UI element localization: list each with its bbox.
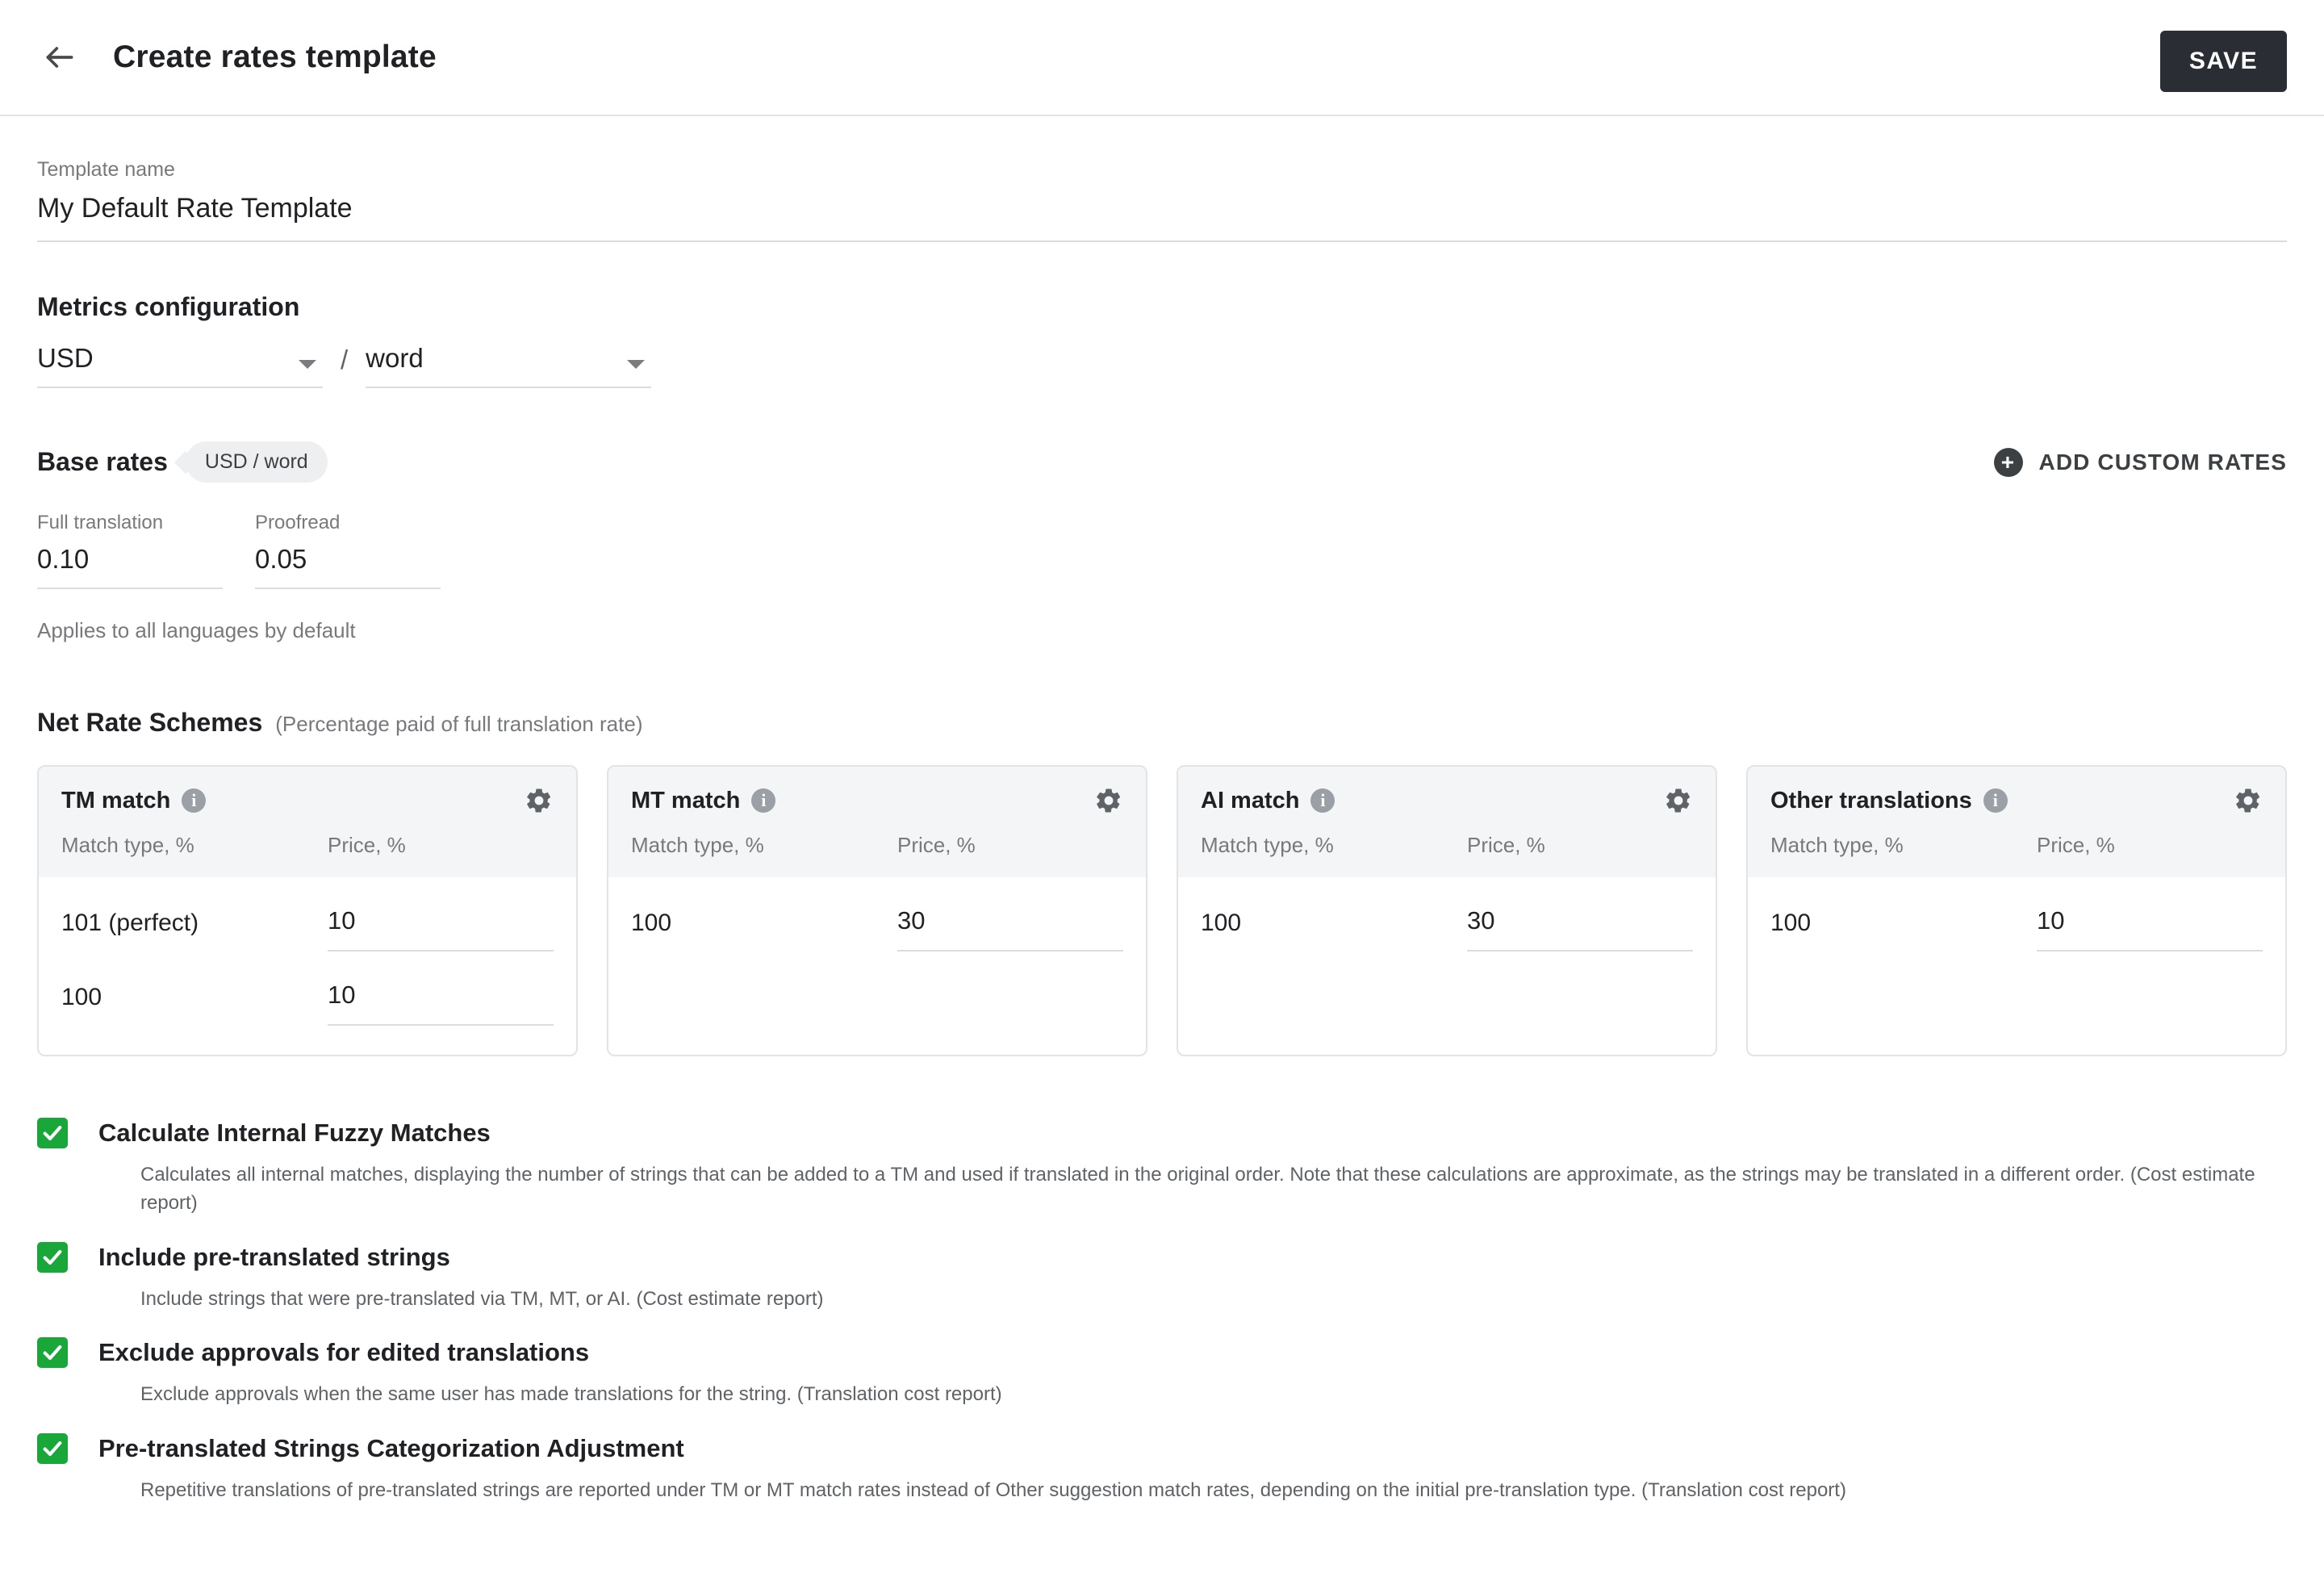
table-row xyxy=(61,951,554,1026)
add-custom-rates-button[interactable] xyxy=(1994,448,2287,477)
options-list xyxy=(37,1118,2287,1578)
price-input[interactable]: 30 xyxy=(897,906,1123,951)
card-body xyxy=(608,877,1146,1039)
currency-select[interactable] xyxy=(37,343,323,388)
chevron-down-icon xyxy=(627,360,645,369)
info-icon[interactable]: i xyxy=(1310,788,1335,813)
gear-icon[interactable] xyxy=(2234,786,2263,815)
metrics-configuration-row xyxy=(37,343,2287,388)
match-type-value: 100 xyxy=(631,910,672,936)
base-rates-unit-chip: USD / word xyxy=(186,441,328,483)
unit-select-value: word xyxy=(366,343,424,373)
match-type-value: 100 xyxy=(1770,910,1812,936)
card-header xyxy=(608,767,1146,877)
base-rates-fields xyxy=(37,512,2287,589)
column-header-price: Price, % xyxy=(328,833,406,857)
app-header xyxy=(0,0,2324,116)
add-custom-rates-label: ADD CUSTOM RATES xyxy=(2038,449,2287,475)
net-rate-schemes-title: Net Rate Schemes xyxy=(37,708,263,737)
chevron-down-icon xyxy=(299,360,316,369)
base-rates-note: Applies to all languages by default xyxy=(37,618,356,642)
card-header xyxy=(1178,767,1716,877)
card-spacer xyxy=(631,951,1123,981)
column-header-match-type: Match type, % xyxy=(1770,833,1904,857)
card-ai-match xyxy=(1177,765,1717,1056)
column-header-match-type: Match type, % xyxy=(1201,833,1334,857)
price-input[interactable]: 10 xyxy=(2037,906,2263,951)
option-exclude-approvals-for-edited-translations xyxy=(37,1337,2287,1409)
metrics-separator: / xyxy=(341,345,349,374)
table-row xyxy=(61,877,554,951)
base-rates-header xyxy=(37,441,2287,483)
card-tm-match xyxy=(37,765,578,1056)
proofread-input[interactable]: 0.05 xyxy=(255,544,441,589)
net-rate-schemes-header xyxy=(37,708,2287,738)
price-input[interactable]: 30 xyxy=(1467,906,1693,951)
match-type-value: 100 xyxy=(61,984,102,1010)
option-calculate-internal-fuzzy-matches xyxy=(37,1118,2287,1218)
card-header xyxy=(39,767,576,877)
card-title: TM match xyxy=(61,787,171,813)
column-header-match-type: Match type, % xyxy=(631,833,764,857)
card-body xyxy=(1748,877,2285,1039)
metrics-configuration-title: Metrics configuration xyxy=(37,292,300,321)
save-button[interactable]: SAVE xyxy=(2160,31,2287,92)
card-title: MT match xyxy=(631,787,741,813)
table-row xyxy=(1770,877,2263,951)
gear-icon[interactable] xyxy=(1094,786,1123,815)
option-label: Calculate Internal Fuzzy Matches xyxy=(98,1119,491,1147)
proofread-label: Proofread xyxy=(255,512,341,533)
unit-select[interactable] xyxy=(366,343,651,388)
plus-circle-icon: + xyxy=(1994,448,2023,477)
option-description: Calculates all internal matches, displaying the number of strings that can be added to a TM and used if translated in the original order. Note that these calculations are approximate, as the strings may be translated in a different order. (Cost estimate report) xyxy=(140,1164,2255,1214)
page-content xyxy=(0,158,2324,1578)
checkbox-calculate-internal-fuzzy-matches[interactable] xyxy=(37,1118,68,1148)
card-spacer xyxy=(1770,951,2263,981)
option-include-pre-translated-strings xyxy=(37,1242,2287,1314)
column-header-price: Price, % xyxy=(2037,833,2115,857)
card-body xyxy=(1178,877,1716,1039)
info-icon[interactable]: i xyxy=(751,788,775,813)
card-spacer xyxy=(61,1026,554,1055)
base-rates-title: Base rates xyxy=(37,447,168,476)
info-icon[interactable]: i xyxy=(182,788,206,813)
full-translation-label: Full translation xyxy=(37,512,164,533)
option-label: Exclude approvals for edited translations xyxy=(98,1338,590,1367)
card-header xyxy=(1748,767,2285,877)
checkbox-exclude-approvals-for-edited-translations[interactable] xyxy=(37,1337,68,1368)
full-translation-field xyxy=(37,512,223,589)
currency-select-value: USD xyxy=(37,343,94,373)
column-header-price: Price, % xyxy=(1467,833,1545,857)
table-row xyxy=(1201,877,1693,951)
card-title: AI match xyxy=(1201,787,1300,813)
price-input[interactable]: 10 xyxy=(328,981,554,1026)
template-name-input[interactable]: My Default Rate Template xyxy=(37,193,2287,242)
page-title: Create rates template xyxy=(113,40,437,74)
card-spacer xyxy=(1201,951,1693,981)
option-pre-translated-strings-categorization-adjustment xyxy=(37,1433,2287,1505)
option-description: Exclude approvals when the same user has made translations for the string. (Translation cost report) xyxy=(140,1383,1002,1406)
card-body xyxy=(39,877,576,1055)
option-description: Include strings that were pre-translated via TM, MT, or AI. (Cost estimate report) xyxy=(140,1287,824,1310)
net-rate-schemes-subtitle: (Percentage paid of full translation rate) xyxy=(275,712,643,736)
price-input[interactable]: 10 xyxy=(328,906,554,951)
template-name-label: Template name xyxy=(37,158,175,181)
net-rate-scheme-cards xyxy=(37,765,2287,1056)
proofread-field xyxy=(255,512,441,589)
option-description: Repetitive translations of pre-translated strings are reported under TM or MT match rates instead of Other suggestion match rates, depending on the initial pre-translation type. (Translation cost report) xyxy=(140,1479,1846,1502)
option-label: Pre-translated Strings Categorization Adjustment xyxy=(98,1434,684,1463)
info-icon[interactable]: i xyxy=(1983,788,2008,813)
match-type-value: 101 (perfect) xyxy=(61,910,199,936)
gear-icon[interactable] xyxy=(525,786,554,815)
full-translation-input[interactable]: 0.10 xyxy=(37,544,223,589)
card-other-translations xyxy=(1746,765,2287,1056)
table-row xyxy=(631,877,1123,951)
match-type-value: 100 xyxy=(1201,910,1242,936)
option-label: Include pre-translated strings xyxy=(98,1242,450,1271)
column-header-price: Price, % xyxy=(897,833,976,857)
column-header-match-type: Match type, % xyxy=(61,833,194,857)
checkbox-include-pre-translated-strings[interactable] xyxy=(37,1242,68,1273)
card-mt-match xyxy=(607,765,1147,1056)
card-title: Other translations xyxy=(1770,787,1972,813)
arrow-left-icon[interactable] xyxy=(37,35,82,80)
checkbox-pre-translated-strings-categorization-adjustment[interactable] xyxy=(37,1433,68,1464)
gear-icon[interactable] xyxy=(1664,786,1693,815)
